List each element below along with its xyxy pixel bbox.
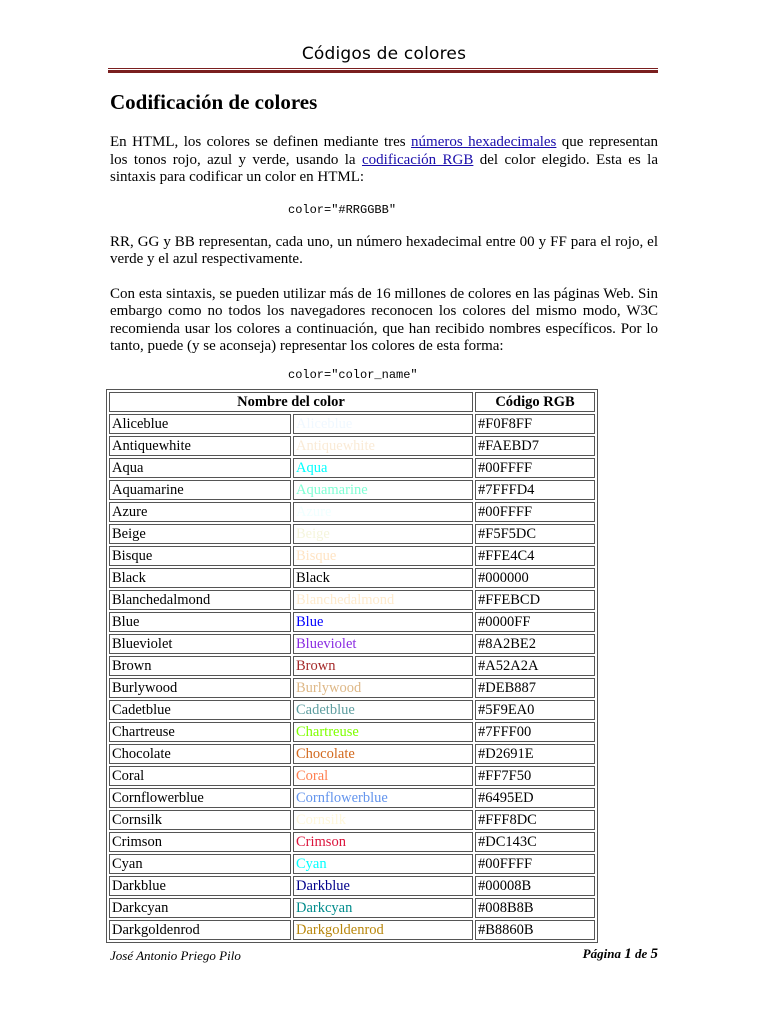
page-label: Página: [582, 946, 621, 961]
intro-paragraph: [110, 134, 658, 187]
table-row: [109, 700, 595, 720]
code-sample-hex: color="#RRGGBB": [288, 202, 397, 217]
rgb-code-cell: #A52A2A: [475, 656, 595, 676]
table-row: [109, 480, 595, 500]
color-sample-cell: Darkblue: [293, 876, 473, 896]
color-sample-cell: Brown: [293, 656, 473, 676]
color-sample-cell: Chartreuse: [293, 722, 473, 742]
syntax-paragraph: Con esta sintaxis, se pueden utilizar más de 16 millones de colores en las páginas Web. Sin embargo como no todos los navegadores reconocen los colores del mismo modo, W3C recomienda usar los colores a continuación, que han recibido nombres específicos. Por lo tanto, puede (y se aconseja) representar los colores de esta forma:: [110, 285, 658, 354]
color-sample-cell: Cyan: [293, 854, 473, 874]
rgb-coding-link[interactable]: codificación RGB: [362, 151, 474, 168]
rgb-code-cell: #FFE4C4: [475, 546, 595, 566]
color-sample-cell: Black: [293, 568, 473, 588]
header-rgb-code: Código RGB: [475, 392, 595, 412]
color-name-cell: Aqua: [109, 458, 291, 478]
table-row: [109, 590, 595, 610]
color-name-cell: Chartreuse: [109, 722, 291, 742]
document-body: [110, 86, 658, 382]
table-row: [109, 612, 595, 632]
table-row: [109, 788, 595, 808]
color-name-cell: Darkblue: [109, 876, 291, 896]
page-total: 5: [650, 946, 658, 962]
header-rule-thick: [108, 70, 658, 73]
color-name-cell: Cornsilk: [109, 810, 291, 830]
table-header-row: [109, 392, 595, 412]
rgb-code-cell: #FAEBD7: [475, 436, 595, 456]
color-name-cell: Brown: [109, 656, 291, 676]
color-sample-cell: Crimson: [293, 832, 473, 852]
color-sample-cell: Darkgoldenrod: [293, 920, 473, 940]
color-name-cell: Cornflowerblue: [109, 788, 291, 808]
rgb-code-cell: #0000FF: [475, 612, 595, 632]
table-row: [109, 920, 595, 940]
color-sample-cell: Blanchedalmond: [293, 590, 473, 610]
color-name-cell: Aquamarine: [109, 480, 291, 500]
color-name-cell: Darkgoldenrod: [109, 920, 291, 940]
color-sample-cell: Aqua: [293, 458, 473, 478]
hex-numbers-link[interactable]: números hexadecimales: [411, 134, 557, 150]
color-name-cell: Cadetblue: [109, 700, 291, 720]
table-row: [109, 546, 595, 566]
rgb-code-cell: #DC143C: [475, 832, 595, 852]
color-sample-cell: Blueviolet: [293, 634, 473, 654]
color-sample-cell: Aliceblue: [293, 414, 473, 434]
rgb-code-cell: #00FFFF: [475, 502, 595, 522]
rgb-code-cell: #DEB887: [475, 678, 595, 698]
color-sample-cell: Beige: [293, 524, 473, 544]
table-row: [109, 898, 595, 918]
rgb-code-cell: #008B8B: [475, 898, 595, 918]
rgb-code-cell: #00FFFF: [475, 854, 595, 874]
table-row: [109, 876, 595, 896]
color-sample-cell: Darkcyan: [293, 898, 473, 918]
color-name-cell: Azure: [109, 502, 291, 522]
rgb-code-cell: #FFF8DC: [475, 810, 595, 830]
color-name-cell: Burlywood: [109, 678, 291, 698]
color-sample-cell: Cadetblue: [293, 700, 473, 720]
header-color-name: Nombre del color: [109, 392, 473, 412]
footer-author: José Antonio Priego Pilo: [110, 948, 241, 963]
color-sample-cell: Cornflowerblue: [293, 788, 473, 808]
table-row: [109, 634, 595, 654]
section-heading: Codificación de colores: [110, 90, 318, 114]
intro-text-1: En HTML, los colores se definen mediante tres: [110, 134, 412, 150]
color-name-cell: Crimson: [109, 832, 291, 852]
header-rule-thin: [108, 68, 658, 69]
color-sample-cell: Aquamarine: [293, 480, 473, 500]
color-sample-cell: Bisque: [293, 546, 473, 566]
color-name-cell: Coral: [109, 766, 291, 786]
color-sample-cell: Chocolate: [293, 744, 473, 764]
color-name-cell: Blanchedalmond: [109, 590, 291, 610]
color-sample-cell: Azure: [293, 502, 473, 522]
table-row: [109, 744, 595, 764]
color-name-cell: Beige: [109, 524, 291, 544]
header-rule: [108, 68, 658, 73]
intro-text-2: que representan los tonos rojo, azul y verde, usando la: [110, 134, 658, 168]
color-name-cell: Chocolate: [109, 744, 291, 764]
code-sample-name: color="color_name": [288, 367, 418, 382]
table-row: [109, 458, 595, 478]
rgb-code-cell: #B8860B: [475, 920, 595, 940]
color-sample-cell: Antiquewhite: [293, 436, 473, 456]
page-current: 1: [624, 946, 632, 962]
color-table-body: [109, 414, 595, 940]
table-row: [109, 854, 595, 874]
color-sample-cell: Blue: [293, 612, 473, 632]
rgb-code-cell: #FF7F50: [475, 766, 595, 786]
color-name-cell: Darkcyan: [109, 898, 291, 918]
table-row: [109, 524, 595, 544]
color-name-cell: Antiquewhite: [109, 436, 291, 456]
table-row: [109, 678, 595, 698]
table-row: [109, 568, 595, 588]
rgb-code-cell: #5F9EA0: [475, 700, 595, 720]
rgb-code-cell: #000000: [475, 568, 595, 588]
rgb-code-cell: #8A2BE2: [475, 634, 595, 654]
rgb-code-cell: #6495ED: [475, 788, 595, 808]
color-name-cell: Cyan: [109, 854, 291, 874]
rgb-code-cell: #F5F5DC: [475, 524, 595, 544]
intro-text-3: del color elegido. Esta es la sintaxis para codificar un color en HTML:: [110, 151, 658, 185]
color-sample-cell: Cornsilk: [293, 810, 473, 830]
rgb-code-cell: #00008B: [475, 876, 595, 896]
table-row: [109, 502, 595, 522]
footer-page-number: [583, 946, 658, 963]
table-row: [109, 414, 595, 434]
color-name-cell: Aliceblue: [109, 414, 291, 434]
color-name-cell: Black: [109, 568, 291, 588]
rrggbb-paragraph: RR, GG y BB representan, cada uno, un número hexadecimal entre 00 y FF para el rojo, el verde y el azul respectivamente.: [110, 233, 658, 267]
color-name-cell: Blueviolet: [109, 634, 291, 654]
rgb-code-cell: #00FFFF: [475, 458, 595, 478]
table-row: [109, 832, 595, 852]
color-table: [106, 389, 598, 943]
rgb-code-cell: #D2691E: [475, 744, 595, 764]
table-row: [109, 656, 595, 676]
color-sample-cell: Burlywood: [293, 678, 473, 698]
table-row: [109, 810, 595, 830]
table-row: [109, 766, 595, 786]
page-header-title: Códigos de colores: [301, 44, 467, 64]
rgb-code-cell: #F0F8FF: [475, 414, 595, 434]
color-sample-cell: Coral: [293, 766, 473, 786]
page-of: de: [634, 946, 648, 961]
table-row: [109, 722, 595, 742]
color-name-cell: Blue: [109, 612, 291, 632]
rgb-code-cell: #7FFF00: [475, 722, 595, 742]
table-row: [109, 436, 595, 456]
color-name-cell: Bisque: [109, 546, 291, 566]
rgb-code-cell: #FFEBCD: [475, 590, 595, 610]
rgb-code-cell: #7FFFD4: [475, 480, 595, 500]
